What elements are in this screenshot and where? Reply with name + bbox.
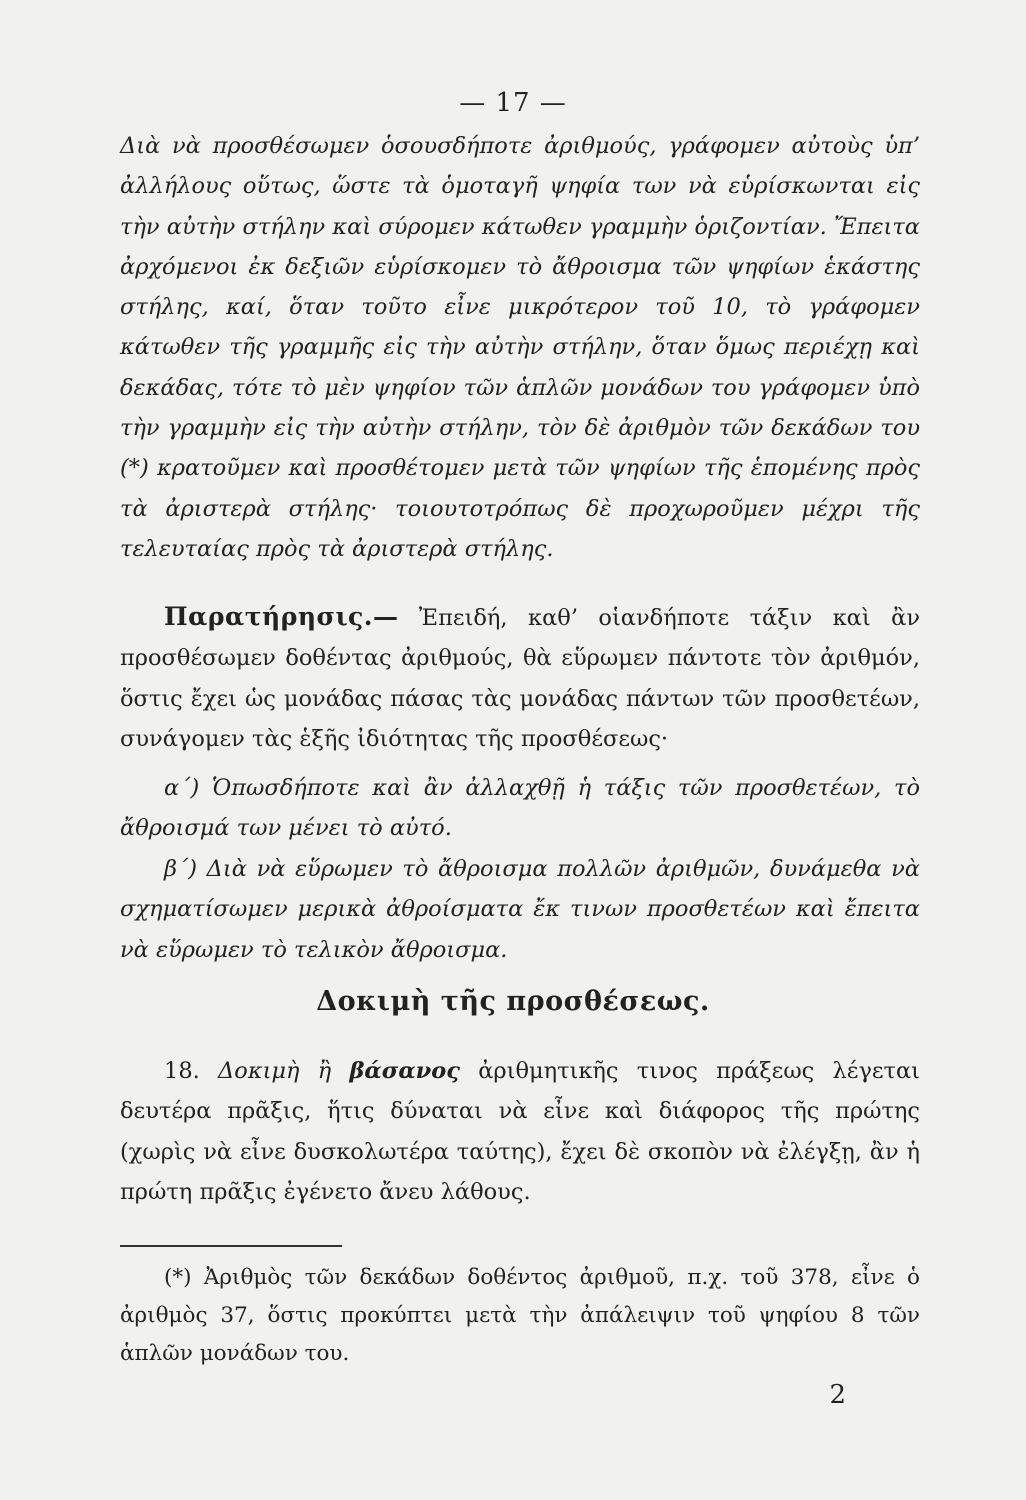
remark-paragraph xyxy=(120,597,920,759)
addition-method-paragraph: Διὰ νὰ προσθέσωμεν ὁσουσδήποτε ἀριθμούς, γράφομεν αὐτοὺς ὑπ’ ἀλλήλους οὕτως, ὥστε τὰ ὁμοταγῆ ψηφία των νὰ εὑρίσκωνται εἰς τὴν αὐτὴν στήλην καὶ σύρομεν κάτωθεν γραμμὴν ὁριζοντίαν. Ἔπειτα ἀρχόμενοι ἐκ δεξιῶν εὑρίσκομεν τὸ ἄθροισμα τῶν ψηφίων ἑκάστης στήλης, καί, ὅταν τοῦτο εἶνε μικρότερον τοῦ 10, τὸ γράφομεν κάτωθεν τῆς γραμμῆς εἰς τὴν αὐτὴν στήλην, ὅταν ὅμως περιέχῃ καὶ δεκάδας, τότε τὸ μὲν ψηφίον τῶν ἁπλῶν μονάδων του γράφομεν ὑπὸ τὴν γραμμὴν εἰς τὴν αὐτὴν στήλην, τὸν δὲ ἀριθμὸν τῶν δεκάδων του (*) κρατοῦμεν καὶ προσθέτομεν μετὰ τῶν ψηφίων τῆς ἑπομένης πρὸς τὰ ἀριστερὰ στήλης· τοιουτοτρόπως δὲ προχωροῦμεν μέχρι τῆς τελευταίας πρὸς τὰ ἀριστερὰ στήλης. xyxy=(120,133,920,562)
remark-text: Ἐπειδή, καθ’ οἱανδήποτε τάξιν καὶ ἂν προσθέσωμεν δοθέντας ἀριθμούς, θὰ εὕρωμεν πάντοτε τὸν ἀριθμόν, ὅστις ἔχει ὡς μονάδας πάσας τὰς μονάδας πάντων τῶν προσθετέων, συνάγομεν τὰς ἑξῆς ἰδιότητας τῆς προσθέσεως· xyxy=(120,605,920,752)
footnote-divider xyxy=(120,1245,342,1247)
page-number: — 17 — xyxy=(459,88,567,118)
footnote xyxy=(120,1259,920,1373)
property-b-text: β΄) Διὰ νὰ εὕρωμεν τὸ ἄθροισμα πολλῶν ἀριθμῶν, δυνάμεθα νὰ σχηματίσωμεν μερικὰ ἀθροίσματα ἔκ τινων προσθετέων καὶ ἔπειτα νὰ εὕρωμεν τὸ τελικὸν ἄθροισμα. xyxy=(120,856,920,963)
footnote-text: (*) Ἀριθμὸς τῶν δεκάδων δοθέντος ἀριθμοῦ, π.χ. τοῦ 378, εἶνε ὁ ἀριθμὸς 37, ὅστις προκύπτει μετὰ τὴν ἀπάλειψιν τοῦ ψηφίου 8 τῶν ἁπλῶν μονάδων του. xyxy=(120,1265,920,1366)
section-text: ἀριθμητικῆς τινος πράξεως λέγεται δευτέρα πρᾶξις, ἥτις δύναται νὰ εἶνε καὶ διάφορος τῆς πρώτης (χωρὶς νὰ εἶνε δυσκολωτέρα ταύτης), ἔχει δὲ σκοπὸν νὰ ἐλέγξῃ, ἂν ἡ πρώτη πρᾶξις ἐγένετο ἄνευ λάθους. xyxy=(120,1058,921,1205)
remark-label: Παρατήρησις.— xyxy=(164,602,399,631)
section-heading: Δοκιμὴ τῆς προσθέσεως. xyxy=(316,986,710,1017)
property-a-text: α΄) Ὁπωσδήποτε καὶ ἂν ἀλλαχθῇ ἡ τάξις τῶν προσθετέων, τὸ ἄθροισμά των μένει τὸ αὐτό. xyxy=(120,775,920,842)
section-term: βάσανος xyxy=(349,1058,460,1084)
section-term-prefix: Δοκιμὴ ἢ xyxy=(218,1058,350,1084)
section-number: 18. xyxy=(164,1058,200,1084)
property-a xyxy=(120,768,920,849)
signature-mark: 2 xyxy=(829,1380,846,1410)
section-18-paragraph xyxy=(120,1051,920,1212)
property-b xyxy=(120,849,920,970)
